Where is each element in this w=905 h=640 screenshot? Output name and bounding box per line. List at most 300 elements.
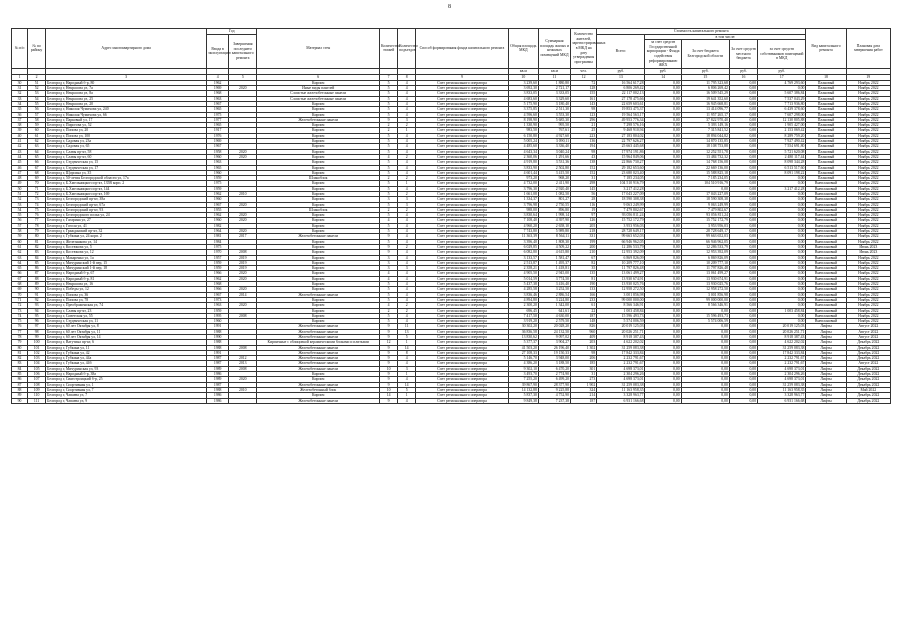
row-floors: 3: [380, 260, 398, 265]
unit-cell: кв.м: [508, 68, 538, 74]
row-residents: 273: [571, 377, 597, 382]
column-number-cell: 11: [538, 74, 570, 80]
header-cost-group: Стоимость капитального ремонта: [597, 29, 806, 35]
row-no: 63: [12, 255, 28, 260]
row-state: 0,00: [645, 282, 681, 287]
row-year-repair: 2008: [229, 345, 257, 350]
row-total: 9 063 249,99: [597, 202, 645, 207]
row-no-district: 68: [28, 170, 46, 175]
row-area-total: 14 132,88: [508, 387, 538, 392]
row-local: 0,00: [729, 112, 757, 117]
row-state: 0,00: [645, 139, 681, 144]
row-area-living: 1 808,30: [538, 239, 570, 244]
row-no: 41: [12, 139, 28, 144]
header-entrances: Количество подъездов: [398, 29, 416, 69]
row-type: Лифты: [806, 340, 846, 345]
row-year-build: 1960: [207, 319, 229, 324]
row-entrances: 4: [398, 186, 416, 191]
row-plan: Ноябрь 2022: [846, 176, 890, 181]
row-region: 13 414 096,77: [681, 107, 729, 112]
row-no: 83: [12, 361, 28, 366]
row-year-build: 1975: [207, 244, 229, 249]
row-state: 0,00: [645, 271, 681, 276]
row-entrances: 2: [398, 207, 416, 212]
row-area-living: 1 880,80: [538, 80, 570, 85]
row-area-total: 8 198,90: [508, 117, 538, 122]
row-residents: 960: [571, 329, 597, 334]
row-owners: 7 927 490,42: [758, 139, 806, 144]
row-region: 15 752 172,79: [681, 218, 729, 223]
row-plan: Ноябрь 2022: [846, 165, 890, 170]
row-entrances: 4: [398, 361, 416, 366]
row-no: 84: [12, 366, 28, 371]
row-state: 0,00: [645, 366, 681, 371]
column-number-cell: 1: [12, 74, 28, 80]
row-address: Белгород г, Попова ул, 78: [46, 297, 207, 302]
row-area-living: 5 685,30: [538, 117, 570, 122]
row-state: 0,00: [645, 133, 681, 138]
row-residents: 199: [571, 239, 597, 244]
row-owners: 0,00: [758, 250, 806, 255]
row-year-repair: 2020: [229, 229, 257, 234]
row-local: 0,00: [729, 133, 757, 138]
header-total: Всего:: [597, 34, 645, 68]
row-area-total: 11 363,39: [508, 234, 538, 239]
row-floors: 5: [380, 297, 398, 302]
row-owners: 0,00: [758, 276, 806, 281]
row-year-repair: 2020: [229, 213, 257, 218]
row-region: 0,00: [681, 335, 729, 340]
row-area-living: 1 082,50: [538, 191, 570, 196]
row-wall: Кирпич: [257, 313, 380, 318]
row-residents: 187: [571, 398, 597, 403]
row-wall: Железобетонные панели: [257, 366, 380, 371]
row-region: 18 108 753,88: [681, 144, 729, 149]
row-entrances: 4: [398, 91, 416, 96]
row-region: 66 946 962,05: [681, 239, 729, 244]
row-type: Внеплановый: [806, 223, 846, 228]
row-funding: Счет регионального оператора: [416, 308, 509, 313]
row-no: 78: [12, 335, 28, 340]
row-no-district: 59: [28, 123, 46, 128]
row-state: 0,00: [645, 229, 681, 234]
row-owners: 8 289 759,20: [758, 133, 806, 138]
row-floors: 5: [380, 213, 398, 218]
row-total: 93 056 811,24: [597, 213, 645, 218]
row-type: Плановый: [806, 101, 846, 106]
row-residents: 210: [571, 250, 597, 255]
row-wall: Кирпич: [257, 186, 380, 191]
row-type: Лифты: [806, 372, 846, 377]
row-address: Белгород г, Парковый ул, 17: [46, 117, 207, 122]
row-type: Внеплановый: [806, 297, 846, 302]
row-total: 11 797 826,48: [597, 266, 645, 271]
row-no-district: 52: [28, 86, 46, 91]
row-year-build: 1986: [207, 372, 229, 377]
row-plan: Ноябрь 2022: [846, 266, 890, 271]
row-plan: Ноябрь 2022: [846, 287, 890, 292]
row-residents: 67: [571, 255, 597, 260]
row-no-district: 73: [28, 197, 46, 202]
row-total: 99 000 000,00: [597, 297, 645, 302]
row-floors: 9: [380, 382, 398, 387]
row-entrances: 4: [398, 287, 416, 292]
row-no: 32: [12, 91, 28, 96]
row-area-total: 9 302,10: [508, 366, 538, 371]
row-local: 0,00: [729, 197, 757, 202]
row-residents: 331: [571, 234, 597, 239]
row-owners: 6 439 378,60: [758, 107, 806, 112]
row-total: 22 117 002,13: [597, 91, 645, 96]
row-floors: 5: [380, 202, 398, 207]
row-region: 11 797 826,48: [681, 266, 729, 271]
row-floors: 5: [380, 144, 398, 149]
row-local: 0,00: [729, 250, 757, 255]
row-no-district: 100: [28, 340, 46, 345]
row-region: 0,00: [681, 398, 729, 403]
row-no: 55: [12, 213, 28, 218]
row-address: Белгород г, Губкина ул, 44б: [46, 361, 207, 366]
row-state: 0,00: [645, 207, 681, 212]
row-plan: Ноябрь 2022: [846, 107, 890, 112]
row-area-total: 4 485,60: [508, 144, 538, 149]
row-local: 0,00: [729, 366, 757, 371]
row-year-build: 1959: [207, 260, 229, 265]
row-type: Плановый: [806, 91, 846, 96]
row-wall: Кирпич: [257, 123, 380, 128]
row-area-living: 2 579,50: [538, 319, 570, 324]
row-area-living: 3 774,50: [538, 276, 570, 281]
row-area-total: 4 894,80: [508, 297, 538, 302]
row-owners: 7 607 298,00: [758, 112, 806, 117]
row-region: 0,00: [681, 340, 729, 345]
row-year-repair: 2008: [229, 313, 257, 318]
row-no-district: 94: [28, 308, 46, 313]
row-area-total: 3 796,98: [508, 202, 538, 207]
row-no-district: 95: [28, 313, 46, 318]
row-funding: Счет регионального оператора: [416, 271, 509, 276]
row-area-living: 2 920,40: [538, 186, 570, 191]
row-total: 12 286 533,79: [597, 244, 645, 249]
row-year-build: 1958: [207, 149, 229, 154]
row-residents: 82: [571, 260, 597, 265]
row-address: Белгород г, Некрасова ул, 20: [46, 101, 207, 106]
row-no-district: 82: [28, 244, 46, 249]
row-residents: 31: [571, 176, 597, 181]
row-owners: 1 905 427,00: [758, 123, 806, 128]
row-region: 11 795 323,68: [681, 80, 729, 85]
row-funding: Счет регионального оператора: [416, 282, 509, 287]
row-state: 0,00: [645, 86, 681, 91]
row-area-total: 2 513,87: [508, 260, 538, 265]
column-number-cell: 16: [729, 74, 757, 80]
row-funding: Счет регионального оператора: [416, 287, 509, 292]
row-year-repair: 2014: [229, 292, 257, 297]
row-area-total: 4 596,60: [508, 112, 538, 117]
row-owners: 0,00: [758, 303, 806, 308]
row-floors: 10: [380, 366, 398, 371]
row-wall: Кирпич: [257, 239, 380, 244]
row-residents: 19: [571, 207, 597, 212]
row-floors: 5: [380, 229, 398, 234]
row-funding: Счет регионального оператора: [416, 218, 509, 223]
row-entrances: 4: [398, 223, 416, 228]
row-floors: 9: [380, 250, 398, 255]
row-area-living: 896,80: [538, 207, 570, 212]
row-local: 0,00: [729, 393, 757, 398]
row-local: 0,00: [729, 361, 757, 366]
row-area-total: 4 683,60: [508, 96, 538, 101]
row-state: 0,00: [645, 361, 681, 366]
row-state: 0,00: [645, 91, 681, 96]
row-entrances: 3: [398, 202, 416, 207]
row-state: 0,00: [645, 329, 681, 334]
row-no: 39: [12, 128, 28, 133]
row-address: Белгород г, 60 лет Октября ул, 8: [46, 324, 207, 329]
row-area-living: 3 415,50: [538, 170, 570, 175]
row-address: Белгород г, Некрасова ул, 7а: [46, 86, 207, 91]
row-residents: 214: [571, 393, 597, 398]
row-no-district: 107: [28, 377, 46, 382]
row-wall: Железобетонные панели: [257, 356, 380, 361]
row-wall: Кирпич: [257, 255, 380, 260]
column-number-cell: 5: [229, 74, 257, 80]
row-region: 19 641 352,60: [681, 96, 729, 101]
row-no: 33: [12, 96, 28, 101]
header-year-repair: Завершения последнего капитального ремонта: [229, 34, 257, 68]
row-floors: 14: [380, 393, 398, 398]
row-floors: 5: [380, 112, 398, 117]
row-local: 0,00: [729, 223, 757, 228]
row-area-living: 3 948,00: [538, 356, 570, 361]
row-area-living: 3 040,24: [538, 149, 570, 154]
row-funding: Счет регионального оператора: [416, 340, 509, 345]
row-owners: 0,00: [758, 297, 806, 302]
row-address: Белгород г, Мичуринский 1-й пер, 15: [46, 260, 207, 265]
row-entrances: 4: [398, 80, 416, 85]
row-funding: Счет регионального оператора: [416, 154, 509, 159]
row-residents: 22: [571, 308, 597, 313]
row-no-district: 76: [28, 213, 46, 218]
row-state: 0,00: [645, 356, 681, 361]
row-area-total: 4 386,20: [508, 361, 538, 366]
row-area-total: 4 732,00: [508, 181, 538, 186]
row-residents: 126: [571, 218, 597, 223]
row-state: 0,00: [645, 170, 681, 175]
row-funding: Счет регионального оператора: [416, 191, 509, 196]
row-funding: Счет регионального оператора: [416, 250, 509, 255]
row-year-build: 1962: [207, 80, 229, 85]
row-state: 0,00: [645, 319, 681, 324]
row-entrances: 4: [398, 276, 416, 281]
row-entrances: 4: [398, 160, 416, 165]
row-local: 0,00: [729, 340, 757, 345]
row-year-build: 1988: [207, 387, 229, 392]
row-plan: Ноябрь 2022: [846, 144, 890, 149]
row-funding: Счет регионального оператора: [416, 186, 509, 191]
row-local: 0,00: [729, 160, 757, 165]
row-owners: 0,00: [758, 292, 806, 297]
row-floors: 9: [380, 361, 398, 366]
row-region: 9 063 249,99: [681, 202, 729, 207]
row-local: 0,00: [729, 234, 757, 239]
row-year-build: 1955: [207, 207, 229, 212]
row-year-build: 1963: [207, 160, 229, 165]
row-plan: Ноябрь 2022: [846, 276, 890, 281]
row-no: 67: [12, 276, 28, 281]
row-region: 3 001 856,98: [681, 292, 729, 297]
row-address: Белгород г, Губкина ул, 24 корп. 2: [46, 234, 207, 239]
row-year-build: 1981: [207, 234, 229, 239]
row-residents: 155: [571, 91, 597, 96]
row-address: Белгород г, Студенческая ул, 17: [46, 165, 207, 170]
row-address: Белгород г, Мичуринская ул, 93: [46, 366, 207, 371]
row-area-total: 696,45: [508, 308, 538, 313]
row-year-repair: 2020: [229, 377, 257, 382]
row-floors: 5: [380, 80, 398, 85]
row-area-total: 4 601,44: [508, 170, 538, 175]
row-address: Белгород г, Пирогова ул, 52: [46, 123, 207, 128]
row-funding: Счет регионального оператора: [416, 202, 509, 207]
row-plan: Ноябрь 2022: [846, 234, 890, 239]
row-residents: 161: [571, 96, 597, 101]
row-total: 5 574 006,59: [597, 319, 645, 324]
row-residents: 61: [571, 303, 597, 308]
unit-cell: кв.м: [538, 68, 570, 74]
row-state: 0,00: [645, 96, 681, 101]
row-plan: Ноябрь 2022: [846, 207, 890, 212]
row-region: 12 953 392,09: [681, 250, 729, 255]
row-floors: 9: [380, 335, 398, 340]
row-type: Внеплановый: [806, 308, 846, 313]
row-local: 0,00: [729, 266, 757, 271]
row-entrances: 4: [398, 86, 416, 91]
row-type: Внеплановый: [806, 282, 846, 287]
row-area-living: 26 196,40: [538, 345, 570, 350]
row-area-living: 4 397,90: [538, 218, 570, 223]
row-residents: 152: [571, 170, 597, 175]
row-local: 0,00: [729, 186, 757, 191]
header-no-district: № по району: [28, 29, 46, 69]
row-type: Внеплановый: [806, 313, 846, 318]
unit-cell: руб.: [758, 68, 806, 74]
row-no-district: 89: [28, 282, 46, 287]
row-area-living: 995,50: [538, 123, 570, 128]
row-total: 27 178 475,66: [597, 96, 645, 101]
row-area-living: 28 377,90: [538, 382, 570, 387]
row-area-living: 2 945,00: [538, 271, 570, 276]
row-local: 0,00: [729, 382, 757, 387]
row-area-living: 4 752,90: [538, 393, 570, 398]
row-state: 0,00: [645, 154, 681, 159]
row-address: Белгород г, Советская ул, 55: [46, 313, 207, 318]
row-plan: Ноябрь 2022: [846, 139, 890, 144]
row-floors: 5: [380, 292, 398, 297]
row-plan: Ноябрь 2022: [846, 149, 890, 154]
row-type: Плановый: [806, 154, 846, 159]
row-wall: Кирпич: [257, 276, 380, 281]
row-year-build: 1989: [207, 377, 229, 382]
row-plan: Август 2022: [846, 361, 890, 366]
row-state: 0,00: [645, 186, 681, 191]
row-state: 0,00: [645, 165, 681, 170]
header-floors: Количество этажей: [380, 29, 398, 69]
row-state: 0,00: [645, 340, 681, 345]
row-no: 65: [12, 266, 28, 271]
row-wall: Кирпич: [257, 112, 380, 117]
row-state: 0,00: [645, 350, 681, 355]
row-residents: 324: [571, 387, 597, 392]
row-total: 12 953 392,09: [597, 250, 645, 255]
row-area-living: 2 502,80: [538, 165, 570, 170]
row-year-repair: 2020: [229, 287, 257, 292]
row-owners: 0,00: [758, 244, 806, 249]
row-year-build: 1990: [207, 335, 229, 340]
row-address: Белгород г, Попова ул, 36: [46, 292, 207, 297]
row-no: 47: [12, 170, 28, 175]
row-area-total: 3 919,20: [508, 319, 538, 324]
row-total: 4 698 373,01: [597, 366, 645, 371]
row-area-living: 20 028,20: [538, 324, 570, 329]
row-type: Внеплановый: [806, 234, 846, 239]
row-owners: 4 769 293,60: [758, 80, 806, 85]
unit-cell: руб.: [681, 68, 729, 74]
row-no-district: 71: [28, 186, 46, 191]
row-no: 69: [12, 287, 28, 292]
row-no-district: 53: [28, 91, 46, 96]
row-no: 68: [12, 282, 28, 287]
row-year-build: 1975: [207, 112, 229, 117]
row-funding: Счет регионального оператора: [416, 292, 509, 297]
row-type: Плановый: [806, 117, 846, 122]
row-year-build: 1987: [207, 382, 229, 387]
header-area-total: Общая площадь МКД: [508, 29, 538, 69]
row-area-total: 7 255,20: [508, 377, 538, 382]
row-area-total: 3 133,57: [508, 255, 538, 260]
row-wall: Кирпич: [257, 191, 380, 196]
capital-repair-table: [11, 28, 891, 404]
column-number-cell: 19: [846, 74, 890, 80]
row-state: 0,00: [645, 398, 681, 403]
row-no-district: 79: [28, 229, 46, 234]
row-no-district: 83: [28, 250, 46, 255]
row-wall: Кирпич: [257, 128, 380, 133]
row-total: 17 842 333,84: [597, 350, 645, 355]
row-address: Белгород г, Некрасова ул, 16: [46, 282, 207, 287]
row-total: 99 663 652,03: [597, 234, 645, 239]
row-area-living: 641,61: [538, 308, 570, 313]
row-owners: 31 259 083,38: [758, 382, 806, 387]
header-no: № п/п: [12, 29, 28, 69]
row-total: 4 698 373,01: [597, 377, 645, 382]
row-total: 3 328 963,77: [597, 393, 645, 398]
row-plan: Ноябрь 2022: [846, 308, 890, 313]
header-plan: Плановая дата завершения работ: [846, 29, 890, 69]
row-total: 17 974 191,86: [597, 149, 645, 154]
row-entrances: 4: [398, 144, 416, 149]
header-cost-sub: в том числе:: [645, 34, 806, 40]
row-total: 2 304 296,26: [597, 372, 645, 377]
row-wall: Кирпич: [257, 372, 380, 377]
row-owners: 0,00: [758, 218, 806, 223]
row-state: 0,00: [645, 324, 681, 329]
row-area-living: 801,27: [538, 197, 570, 202]
row-plan: Ноябрь 2022: [846, 80, 890, 85]
row-area-total: 4 960,20: [508, 223, 538, 228]
row-floors: 5: [380, 101, 398, 106]
row-entrances: 4: [398, 377, 416, 382]
row-funding: Счет регионального оператора: [416, 244, 509, 249]
